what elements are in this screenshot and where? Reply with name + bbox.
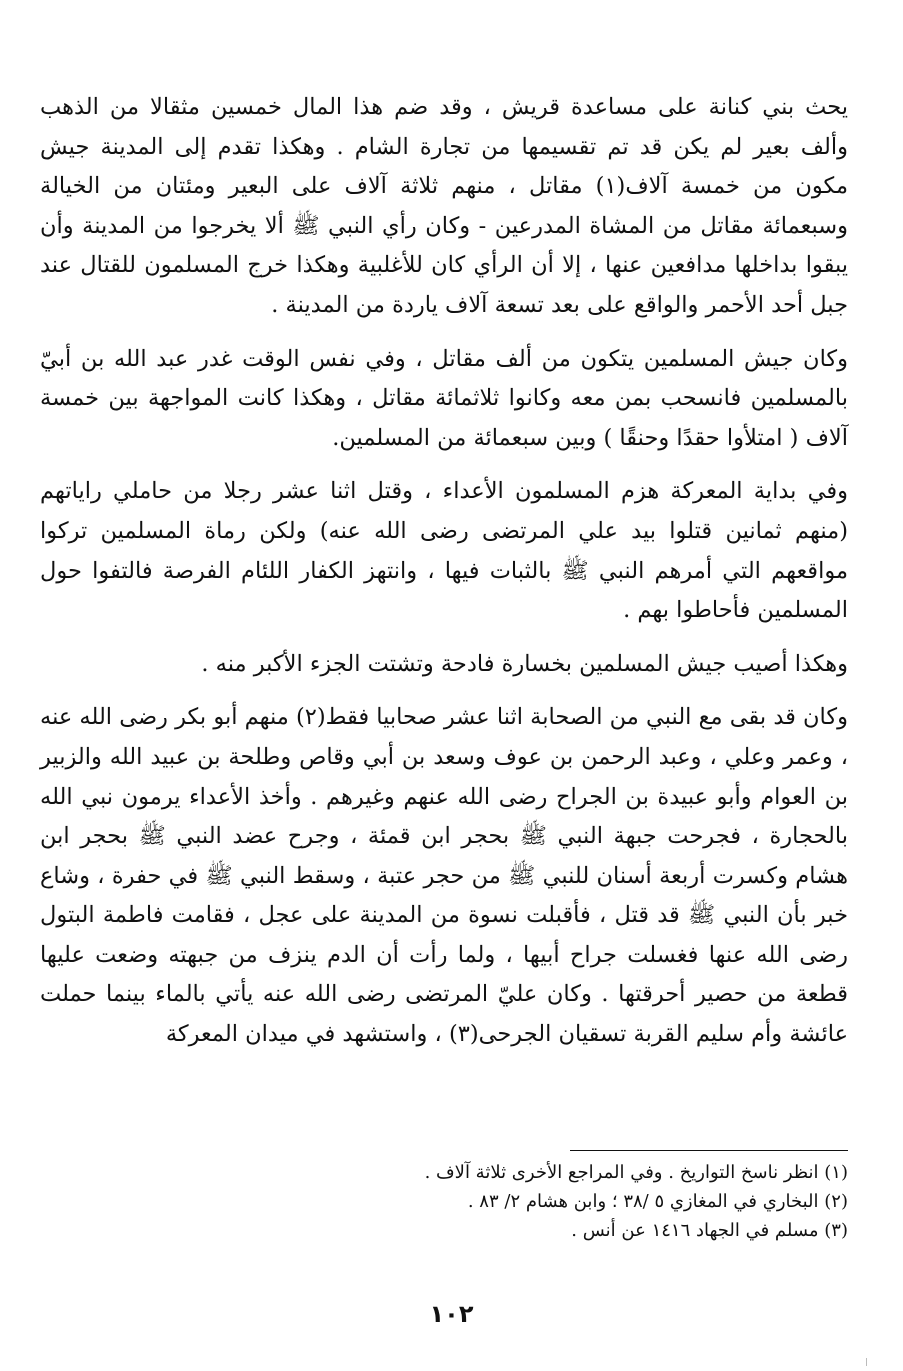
paragraph-3: وفي بداية المعركة هزم المسلمون الأعداء ، وقتل اثنا عشر رجلا من حاملي راياتهم (منهم ثمانين قتلوا بيد علي المرتضى رضى الله عنه) ولكن رماة المسلمين تركوا مواقعهم التي أمرهم النبي ﷺ بالثبات فيها ، وانتهز الكفار اللئام الفرصة فالتفوا حول المسلمين فأحاطوا بهم . (40, 478, 848, 624)
paragraph-1: يحث بني كنانة على مساعدة قريش ، وقد ضم هذا المال خمسين مثقالا من الذهب وألف بعير لم يكن قد تم تقسيمها من تجارة الشام . وهكذا تقدم إلى المدينة جيش مكون من خمسة آلاف(١) مقاتل ، منهم ثلاثة آلاف على البعير ومئتان من الخيالة وسبعمائة مقاتل من المشاة المدرعين - وكان رأي النبي ﷺ ألا يخرجوا من المدينة وأن يبقوا بداخلها مدافعين عنها ، إلا أن الرأي كان للأغلبية وهكذا خرج المسلمون للقتال عند جبل أحد الأحمر والواقع على بعد تسعة آلاف ياردة من المدينة . (40, 94, 849, 318)
footnote-1: (١) انظر ناسخ التواريخ . وفي المراجع الأخرى ثلاثة آلاف . (424, 1162, 848, 1183)
scan-mark (866, 1358, 867, 1366)
footnotes-divider (570, 1150, 848, 1151)
footnote-3: (٣) مسلم في الجهاد ١٤١٦ عن أنس . (571, 1220, 848, 1241)
footnotes (40, 1158, 848, 1245)
paragraph-2: وكان جيش المسلمين يتكون من ألف مقاتل ، وفي نفس الوقت غدر عبد الله بن أبيّ بالمسلمين فانسحب بمن معه وكانوا ثلاثمائة مقاتل ، وهكذا كانت المواجهة بين خمسة آلاف ( امتلأوا حقدًا وحنقًا ) وبين سبعمائة من المسلمين. (40, 345, 848, 451)
page-body (40, 88, 848, 1069)
page-number: ١٠٢ (429, 1300, 474, 1328)
paragraph-4: وهكذا أصيب جيش المسلمين بخسارة فادحة وتشتت الجزء الأكبر منه . (201, 650, 848, 677)
paragraph-5: وكان قد بقى مع النبي من الصحابة اثنا عشر صحابيا فقط(٢) منهم أبو بكر رضى الله عنه ، وعمر وعلي ، وعبد الرحمن بن عوف وسعد بن أبي وقاص وطلحة بن عبيد الله والزبير بن العوام وأبو عبيدة بن الجراح رضى الله عنهم وغيرهم . وأخذ الأعداء يرمون نبي الله بالحجارة ، فجرحت جبهة النبي ﷺ بحجر ابن قمئة ، وجرح عضد النبي ﷺ بحجر ابن هشام وكسرت أربعة أسنان للنبي ﷺ من حجر عتبة ، وسقط النبي ﷺ في حفرة ، وشاع خبر بأن النبي ﷺ قد قتل ، فأقبلت نسوة من المدينة على عجل ، فقامت فاطمة البتول رضى الله عنها فغسلت جراح أبيها ، ولما رأت أن الدم ينزف من جبهته وضعت عليها قطعة من حصير أحرقتها . وكان عليّ المرتضى رضى الله عنه يأتي بالماء بينما حملت عائشة وأم سليم القربة تسقيان الجرحى(٣) ، واستشهد في ميدان المعركة (40, 704, 848, 1048)
footnote-2: (٢) البخاري في المغازي ٥ /٣٨ ؛ وابن هشام ٢/ ٨٣ . (467, 1191, 848, 1212)
